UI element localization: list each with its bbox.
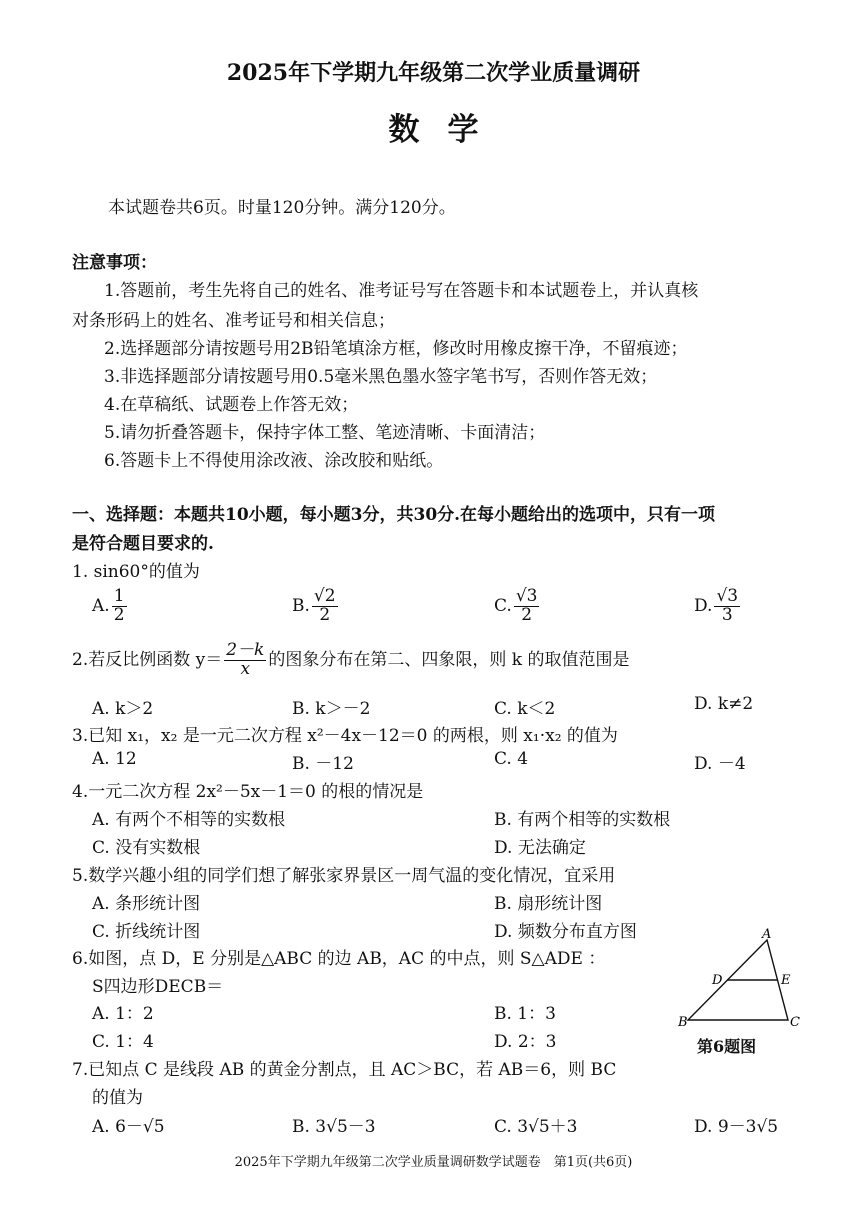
subject-title: 数学 [388,112,507,148]
q7-option-c: C. 3√5＋3 [494,1117,578,1137]
page-footer: 2025年下学期九年级第二次学业质量调研数学试题卷 第1页(共6页) [234,1155,633,1170]
q5-option-b: B. 扇形统计图 [494,894,603,914]
q1-option-c: C. $\frac{√3}{2}$ [494,586,538,625]
notice-item-4: 4.在草稿纸、试题卷上作答无效； [104,395,359,415]
q3-stem: 3.已知 x₁，x₂ 是一元二次方程 x²－4x－12＝0 的两根，则 x₁·x₂ 的值为 [72,726,618,746]
q1-option-a: A. $\frac{1}{2}$ [92,586,125,625]
q2-option-c: C. k＜2 [494,699,556,719]
q5-option-c: C. 折线统计图 [92,922,201,942]
notice-item-1: 1.答题前，考生先将自己的姓名、准考证号写在答题卡和本试题卷上，并认真核 [104,281,699,301]
q7-option-b: B. 3√5－3 [292,1117,376,1137]
q5-option-d: D. 频数分布直方图 [494,922,637,942]
q6-option-c: C. 1：4 [92,1032,154,1052]
notice-item-2: 2.选择题部分请按题号用2B铅笔填涂方框，修改时用橡皮擦干净，不留痕迹； [104,339,688,359]
q6-option-d: D. 2：3 [494,1032,557,1052]
q4-option-b: B. 有两个相等的实数根 [494,810,671,830]
notice-item-5: 5.请勿折叠答题卡，保持字体工整、笔迹清晰、卡面清洁； [104,423,546,443]
q3-option-c: C. 4 [494,749,529,769]
q6-stem: 6.如图，点 D，E 分别是△ABC 的边 AB，AC 的中点，则 S△ADE ： [72,949,606,969]
vertex-label-b: B [678,1015,688,1028]
q1-option-b: B. $\frac{√2}{2}$ [292,586,336,625]
q4-option-c: C. 没有实数根 [92,838,201,858]
notice-heading: 注意事项： [72,253,157,273]
notice-item-3: 3.非选择题部分请按题号用0.5毫米黑色墨水签字笔书写，否则作答无效； [104,367,658,387]
q1-stem: 1. sin60°的值为 [72,562,200,582]
exam-title: 2025年下学期九年级第二次学业质量调研 [226,60,641,86]
vertex-label-d: D [712,973,723,988]
q4-option-d: D. 无法确定 [494,838,586,858]
q4-stem: 4.一元二次方程 2x²－5x－1＝0 的根的情况是 [72,782,424,802]
vertex-label-e: E [781,973,791,988]
q2-option-d: D. k≠2 [694,694,754,714]
q3-option-a: A. 12 [92,749,137,769]
notice-item-6: 6.答题卡上不得使用涂改液、涂改胶和贴纸。 [104,451,444,471]
q2-stem: 2.若反比例函数 y＝ $\frac{2-k}{x}$ 的图象分布在第二、四象限，则 k 的取值范围是 [72,640,630,679]
section-heading-cont: 是符合题目要求的. [72,534,214,554]
q3-option-d: D. －4 [694,754,746,774]
exam-intro: 本试题卷共6页。时量120分钟。满分120分。 [108,198,456,218]
q6-stem-cont: S四边形DECB＝ [92,977,224,997]
q2-option-b: B. k＞－2 [292,699,371,719]
q4-option-a: A. 有两个不相等的实数根 [92,810,286,830]
q6-figure-caption: 第6题图 [697,1037,757,1056]
q3-option-b: B. －12 [292,754,354,774]
q6-triangle-figure [676,928,806,1028]
q7-stem: 7.已知点 C 是线段 AB 的黄金分割点，且 AC＞BC，若 AB＝6，则 BC [72,1060,617,1080]
notice-item-1-cont: 对条形码上的姓名、准考证号和相关信息； [72,311,395,331]
q7-option-d: D. 9－3√5 [694,1117,779,1137]
q2-option-a: A. k＞2 [92,699,154,719]
section-heading: 一、选择题：本题共10小题，每小题3分，共30分.在每小题给出的选项中，只有一项 [72,505,716,525]
q7-option-a: A. 6－√5 [92,1117,165,1137]
q5-option-a: A. 条形统计图 [92,894,201,914]
vertex-label-c: C [790,1015,800,1028]
q7-stem-cont: 的值为 [92,1088,143,1108]
q1-option-d: D. $\frac{√3}{3}$ [694,586,739,625]
q6-option-a: A. 1：2 [92,1004,154,1024]
q6-option-b: B. 1：3 [494,1004,556,1024]
q5-stem: 5.数学兴趣小组的同学们想了解张家界景区一周气温的变化情况，宜采用 [72,866,616,886]
vertex-label-a: A [762,928,772,942]
